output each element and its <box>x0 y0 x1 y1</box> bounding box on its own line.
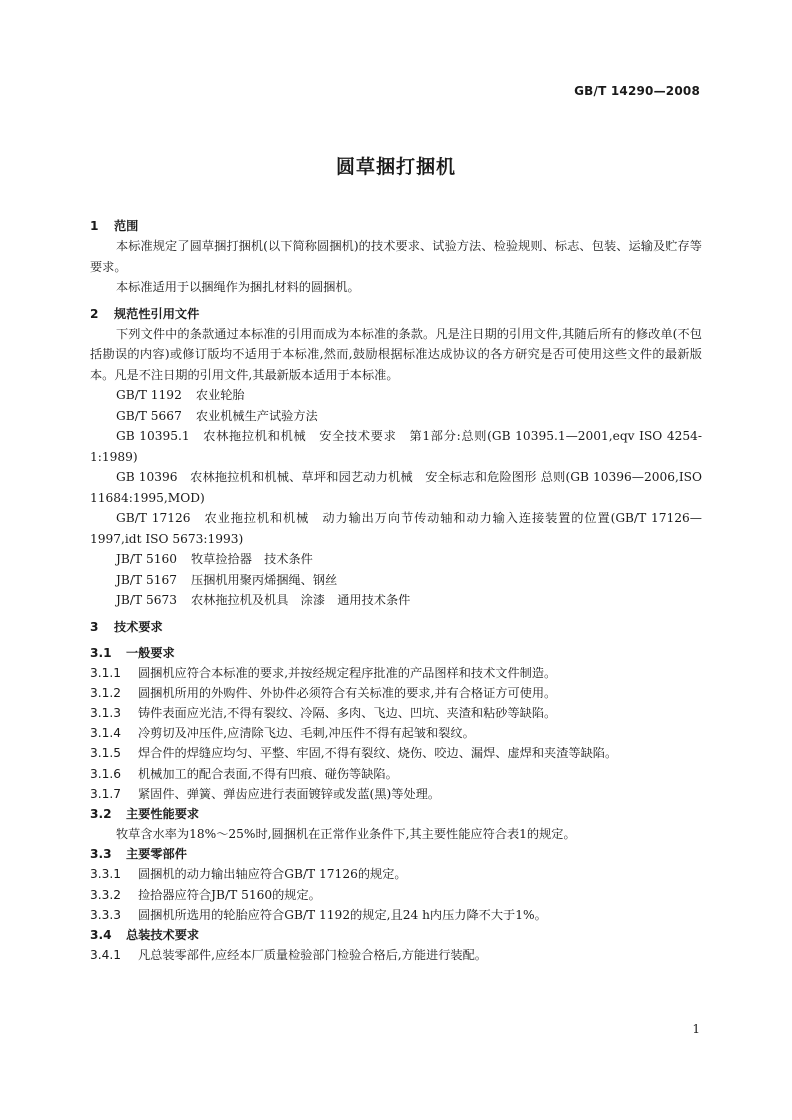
clause-item: 3.4.1 凡总装零部件,应经本厂质量检验部门检验合格后,方能进行装配。 <box>90 948 487 963</box>
reference-item: GB/T 5667 农业机械生产试验方法 <box>116 408 318 423</box>
reference-item: GB 10395.1 农林拖拉机和机械 安全技术要求 第1部分:总则(GB 10395.1—2001,eqv ISO 4254-1:1989) <box>90 429 702 464</box>
clause-item: 3.1.7 紧固件、弹簧、弹齿应进行表面镀锌或发蓝(黑)等处理。 <box>90 786 441 801</box>
reference-item: GB/T 17126 农业拖拉机和机械 动力输出万向节传动轴和动力输入连接装置的位置(GB/T 17126—1997,idt ISO 5673:1993) <box>90 511 702 546</box>
subsection-heading-3-3: 3.3 主要零部件 <box>90 847 187 862</box>
standard-code: GB/T 14290—2008 <box>574 84 700 98</box>
clause-item: 3.1.6 机械加工的配合表面,不得有凹痕、碰伤等缺陷。 <box>90 766 398 781</box>
page-title: 圆草捆打捆机 <box>335 156 456 178</box>
clause-item: 3.1.5 焊合件的焊缝应均匀、平整、牢固,不得有裂纹、烧伤、咬边、漏焊、虚焊和夹渣等缺陷。 <box>90 746 618 761</box>
clause-item: 3.3.2 捡拾器应符合JB/T 5160的规定。 <box>90 887 321 902</box>
subsection-heading-3-1: 3.1 一般要求 <box>90 645 175 660</box>
clause-item: 3.1.4 冷剪切及冲压件,应清除飞边、毛刺,冲压件不得有起皱和裂纹。 <box>90 726 475 741</box>
document-body <box>90 216 702 965</box>
paragraph: 本标准适用于以捆绳作为捆扎材料的圆捆机。 <box>116 280 360 294</box>
subsection-heading-3-2: 3.2 主要性能要求 <box>90 806 200 821</box>
reference-item: JB/T 5160 牧草捡拾器 技术条件 <box>116 552 313 566</box>
subsection-heading-3-4: 3.4 总装技术要求 <box>90 928 200 943</box>
reference-item: GB/T 1192 农业轮胎 <box>116 388 245 402</box>
section-heading-1: 1 范围 <box>90 219 139 233</box>
reference-item: GB 10396 农林拖拉机和机械、草坪和园艺动力机械 安全标志和危险图形 总则(GB 10396—2006,ISO 11684:1995,MOD) <box>90 470 702 505</box>
paragraph: 牧草含水率为18%～25%时,圆捆机在正常作业条件下,其主要性能应符合表1的规定。 <box>116 826 576 841</box>
clause-item: 3.1.3 铸件表面应光洁,不得有裂纹、冷隔、多肉、飞边、凹坑、夹渣和粘砂等缺陷。 <box>90 705 557 720</box>
clause-item: 3.3.1 圆捆机的动力输出轴应符合GB/T 17126的规定。 <box>90 867 407 882</box>
clause-item: 3.1.1 圆捆机应符合本标准的要求,并按经规定程序批准的产品图样和技术文件制造。 <box>90 665 557 680</box>
section-heading-2: 2 规范性引用文件 <box>90 306 200 321</box>
paragraph: 本标准规定了圆草捆打捆机(以下简称圆捆机)的技术要求、试验方法、检验规则、标志、包装、运输及贮存等要求。 <box>90 239 702 274</box>
reference-item: JB/T 5673 农林拖拉机及机具 涂漆 通用技术条件 <box>116 593 411 607</box>
section-heading-3: 3 技术要求 <box>90 619 163 634</box>
clause-item: 3.3.3 圆捆机所选用的轮胎应符合GB/T 1192的规定,且24 h内压力降不大于1%。 <box>90 907 547 922</box>
page-number: 1 <box>692 1022 700 1036</box>
clause-item: 3.1.2 圆捆机所用的外购件、外协件必须符合有关标准的要求,并有合格证方可使用。 <box>90 685 557 700</box>
paragraph: 下列文件中的条款通过本标准的引用而成为本标准的条款。凡是注日期的引用文件,其随后所有的修改单(不包括勘误的内容)或修订版均不适用于本标准,然而,鼓励根据标准达成协议的各方研究是否可使用这些文件的最新版本。凡是不注日期的引用文件,其最新版本适用于本标准。 <box>90 326 702 382</box>
reference-item: JB/T 5167 压捆机用聚丙烯捆绳、钢丝 <box>116 572 338 587</box>
